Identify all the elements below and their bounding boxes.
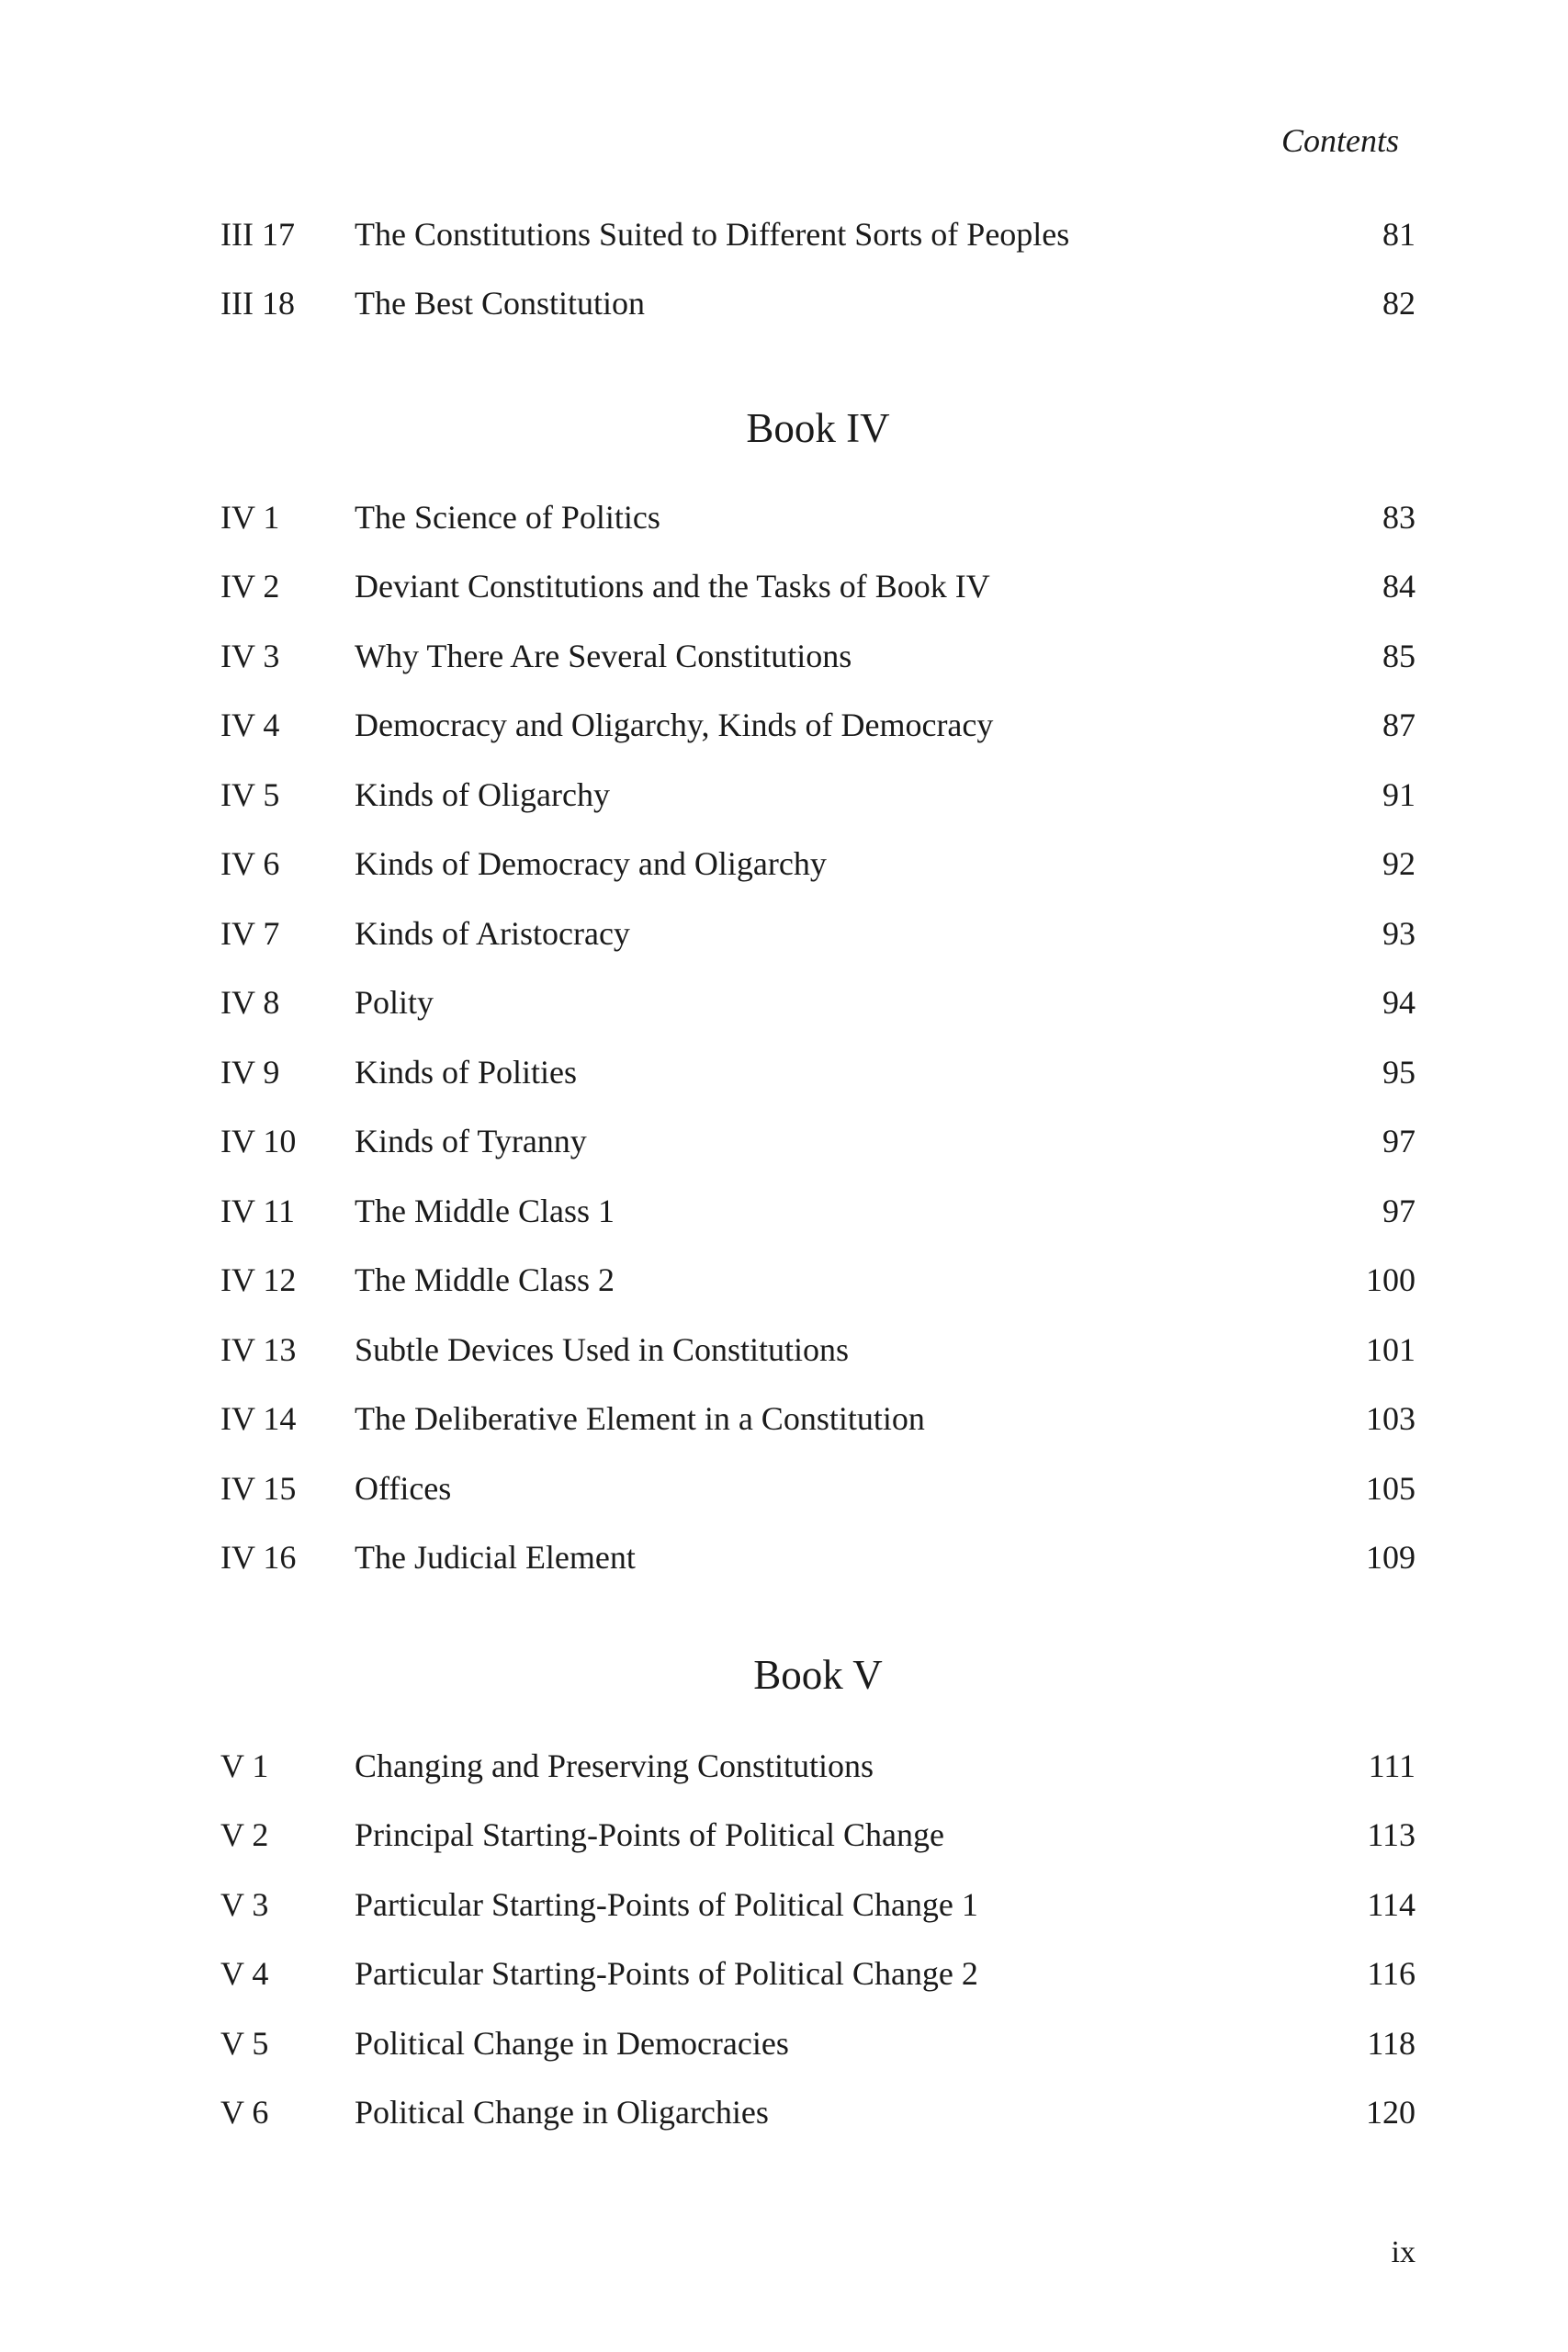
chapter-title: Kinds of Aristocracy bbox=[355, 914, 630, 952]
chapter-title: Subtle Devices Used in Constitutions bbox=[355, 1330, 849, 1368]
page-number: 94 bbox=[1382, 984, 1416, 1022]
chapter-title: The Deliberative Element in a Constitution bbox=[355, 1400, 925, 1438]
chapter-title: Particular Starting-Points of Political Change 1 bbox=[355, 1885, 978, 1923]
toc-row bbox=[220, 830, 1416, 899]
toc-section-book5 bbox=[220, 1731, 1416, 2147]
page-number: 116 bbox=[1367, 1955, 1416, 1993]
chapter-number: IV 12 bbox=[220, 1261, 297, 1299]
toc-row bbox=[220, 269, 1416, 339]
page-number: 81 bbox=[1382, 215, 1416, 253]
toc-row bbox=[220, 2078, 1416, 2148]
toc-row bbox=[220, 1107, 1416, 1177]
chapter-number: IV 5 bbox=[220, 775, 280, 813]
chapter-number: IV 10 bbox=[220, 1123, 297, 1160]
page-number: 114 bbox=[1367, 1885, 1416, 1923]
page-number: 84 bbox=[1382, 568, 1416, 605]
chapter-title: Polity bbox=[355, 984, 434, 1022]
page-number: 111 bbox=[1368, 1747, 1416, 1784]
toc-row bbox=[220, 1870, 1416, 1939]
page-number: 87 bbox=[1382, 707, 1416, 744]
page-number: 82 bbox=[1382, 285, 1416, 322]
chapter-number: IV 14 bbox=[220, 1400, 297, 1438]
page-number: 85 bbox=[1382, 637, 1416, 674]
book-v-heading: Book V bbox=[753, 1652, 883, 1698]
chapter-number: V 4 bbox=[220, 1955, 269, 1993]
toc-row bbox=[220, 1315, 1416, 1385]
chapter-title: Kinds of Democracy and Oligarchy bbox=[355, 845, 827, 883]
page-number: 103 bbox=[1366, 1400, 1416, 1438]
chapter-number: IV 3 bbox=[220, 637, 280, 674]
chapter-number: III 18 bbox=[220, 285, 295, 322]
chapter-number: IV 9 bbox=[220, 1053, 280, 1091]
page-number: 120 bbox=[1366, 2094, 1416, 2132]
chapter-title: The Judicial Element bbox=[355, 1539, 636, 1577]
toc-row bbox=[220, 1939, 1416, 2009]
page-number: 83 bbox=[1382, 498, 1416, 536]
chapter-title: The Science of Politics bbox=[355, 498, 660, 536]
chapter-title: The Best Constitution bbox=[355, 285, 646, 322]
chapter-number: IV 15 bbox=[220, 1469, 297, 1507]
chapter-number: IV 1 bbox=[220, 498, 280, 536]
toc-section-book4 bbox=[220, 482, 1416, 1592]
chapter-title: Offices bbox=[355, 1469, 452, 1507]
toc-row bbox=[220, 1385, 1416, 1454]
folio-page-number: ix bbox=[1391, 2235, 1416, 2269]
chapter-title: Democracy and Oligarchy, Kinds of Democracy bbox=[355, 707, 994, 744]
chapter-title: The Middle Class 2 bbox=[355, 1261, 615, 1299]
contents-header-label: Contents bbox=[1280, 122, 1399, 159]
page-number: 100 bbox=[1366, 1261, 1416, 1299]
chapter-title: Why There Are Several Constitutions bbox=[355, 637, 852, 674]
running-header bbox=[220, 122, 1416, 159]
toc-row bbox=[220, 1246, 1416, 1316]
chapter-number: III 17 bbox=[220, 215, 295, 253]
chapter-number: V 6 bbox=[220, 2094, 269, 2132]
chapter-number: V 5 bbox=[220, 2024, 269, 2062]
chapter-number: IV 16 bbox=[220, 1539, 297, 1577]
chapter-title: Political Change in Democracies bbox=[355, 2024, 789, 2062]
toc-row bbox=[220, 691, 1416, 761]
toc-row bbox=[220, 968, 1416, 1038]
toc-row bbox=[220, 621, 1416, 691]
chapter-number: IV 6 bbox=[220, 845, 280, 883]
page-number: 105 bbox=[1366, 1469, 1416, 1507]
chapter-number: IV 8 bbox=[220, 984, 280, 1022]
toc-row bbox=[220, 760, 1416, 830]
toc-row bbox=[220, 2008, 1416, 2078]
page-number: 101 bbox=[1366, 1330, 1416, 1368]
chapter-number: IV 2 bbox=[220, 568, 280, 605]
book-iv-heading: Book IV bbox=[746, 405, 890, 451]
page-number: 97 bbox=[1382, 1192, 1416, 1229]
toc-row bbox=[220, 552, 1416, 622]
page-number: 93 bbox=[1382, 914, 1416, 952]
chapter-number: IV 7 bbox=[220, 914, 280, 952]
chapter-title: Particular Starting-Points of Political Change 2 bbox=[355, 1955, 978, 1993]
chapter-number: IV 11 bbox=[220, 1192, 295, 1229]
chapter-title: Political Change in Oligarchies bbox=[355, 2094, 769, 2132]
chapter-number: V 3 bbox=[220, 1885, 269, 1923]
chapter-title: Kinds of Tyranny bbox=[355, 1123, 587, 1160]
page-number: 92 bbox=[1382, 845, 1416, 883]
chapter-title: Kinds of Oligarchy bbox=[355, 775, 610, 813]
toc-row bbox=[220, 482, 1416, 552]
toc-row bbox=[220, 1731, 1416, 1801]
text-block bbox=[220, 122, 1416, 2271]
toc-row bbox=[220, 199, 1416, 269]
chapter-title: Deviant Constitutions and the Tasks of Book IV bbox=[355, 568, 990, 605]
chapter-title: Changing and Preserving Constitutions bbox=[355, 1747, 874, 1784]
page-number: 97 bbox=[1382, 1123, 1416, 1160]
toc-row bbox=[220, 1453, 1416, 1523]
chapter-number: IV 4 bbox=[220, 707, 280, 744]
page-number: 109 bbox=[1366, 1539, 1416, 1577]
page-number: 91 bbox=[1382, 775, 1416, 813]
toc-row bbox=[220, 899, 1416, 968]
toc-section-book3 bbox=[220, 199, 1416, 338]
chapter-number: V 1 bbox=[220, 1747, 269, 1784]
page-number: 95 bbox=[1382, 1053, 1416, 1091]
chapter-title: Principal Starting-Points of Political Change bbox=[355, 1816, 944, 1854]
page-number: 118 bbox=[1367, 2024, 1416, 2062]
chapter-number: IV 13 bbox=[220, 1330, 297, 1368]
toc-row bbox=[220, 1176, 1416, 1246]
toc-row bbox=[220, 1523, 1416, 1593]
page-number: 113 bbox=[1367, 1816, 1416, 1854]
chapter-title: Kinds of Polities bbox=[355, 1053, 578, 1091]
toc-row bbox=[220, 1037, 1416, 1107]
chapter-number: V 2 bbox=[220, 1816, 269, 1854]
chapter-title: The Middle Class 1 bbox=[355, 1192, 615, 1229]
chapter-title: The Constitutions Suited to Different Sorts of Peoples bbox=[355, 215, 1070, 253]
toc-row bbox=[220, 1801, 1416, 1871]
